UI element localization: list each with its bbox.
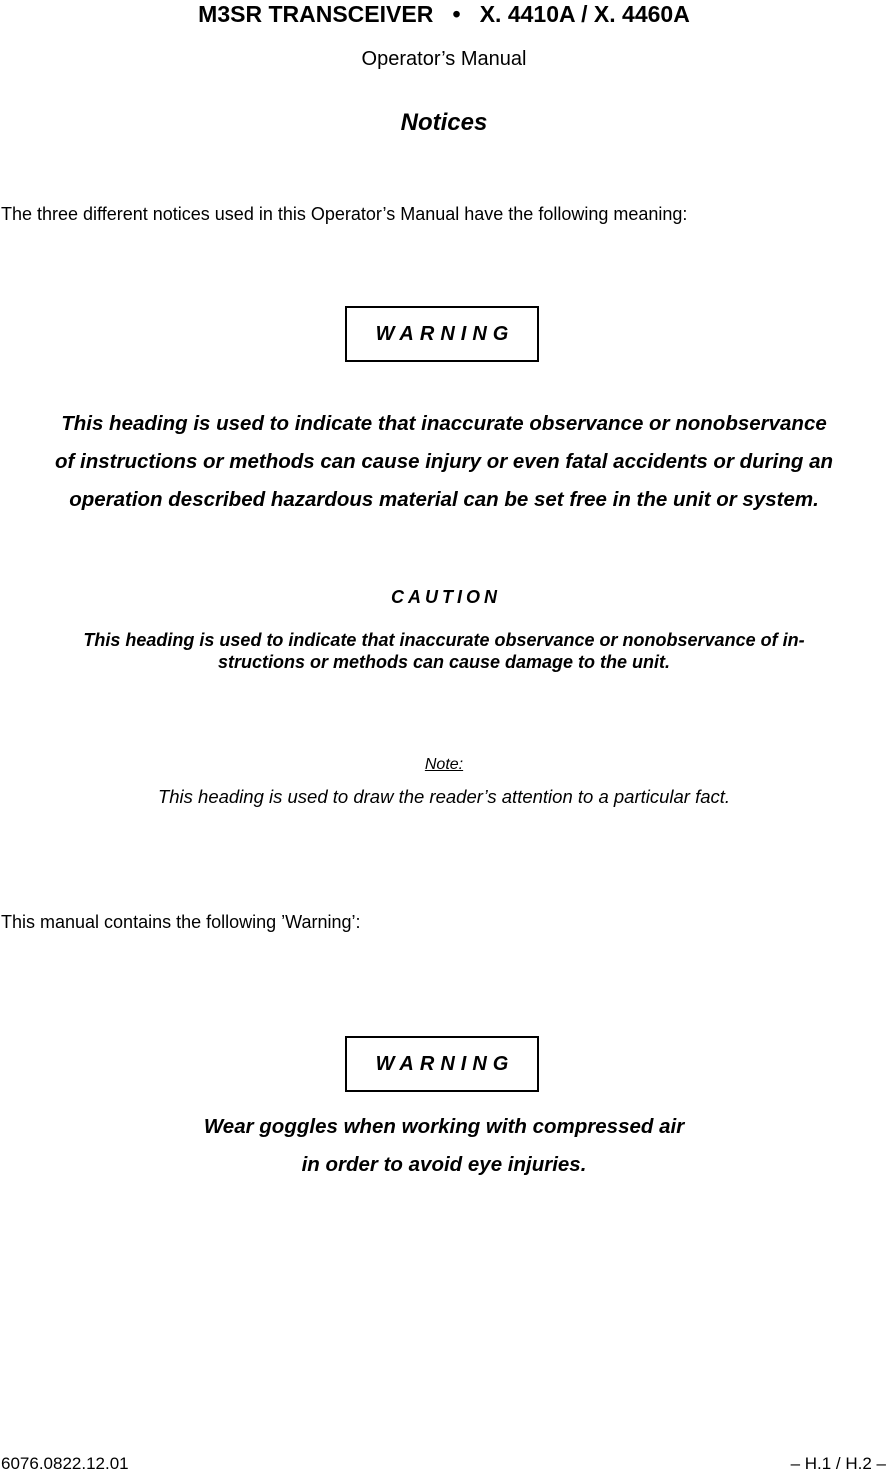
manual-warning-line: Wear goggles when working with compressed air <box>203 1115 685 1138</box>
warning-description-line: operation described hazardous material can be set free in the unit or system. <box>69 488 819 511</box>
footer-doc-number: 6076.0822.12.01 <box>1 1454 129 1473</box>
document-subtitle: Operator’s Manual <box>361 48 527 70</box>
document-title: M3SR TRANSCEIVER • X. 4410A / X. 4460A <box>198 1 690 27</box>
caution-description-line: structions or methods can cause damage to the unit. <box>217 652 671 672</box>
caution-description <box>0 629 888 673</box>
section-title: Notices <box>400 109 488 136</box>
manual-warning-text <box>0 1108 888 1184</box>
intro-paragraph: The three different notices used in this Operator’s Manual have the following meaning: <box>1 204 688 224</box>
caution-description-line: This heading is used to indicate that inaccurate observance or nonobservance of in- <box>83 630 805 650</box>
caution-heading: CAUTION <box>391 587 501 607</box>
warning-description-line: of instructions or methods can cause injury or even fatal accidents or during an <box>54 450 834 473</box>
manual-warning-line: in order to avoid eye injuries. <box>301 1153 587 1176</box>
warning-description-line: This heading is used to indicate that inaccurate observance or nonobservance <box>61 412 827 435</box>
warning-heading-box: WARNING <box>345 306 539 362</box>
note-heading: Note: <box>424 756 464 773</box>
contains-paragraph: This manual contains the following ’Warning’: <box>1 912 361 932</box>
manual-warning-heading-box: WARNING <box>345 1036 539 1092</box>
note-description: This heading is used to draw the reader’s attention to a particular fact. <box>157 786 731 807</box>
warning-description <box>0 405 888 519</box>
footer-page-number: – H.1 / H.2 – <box>790 1454 886 1473</box>
